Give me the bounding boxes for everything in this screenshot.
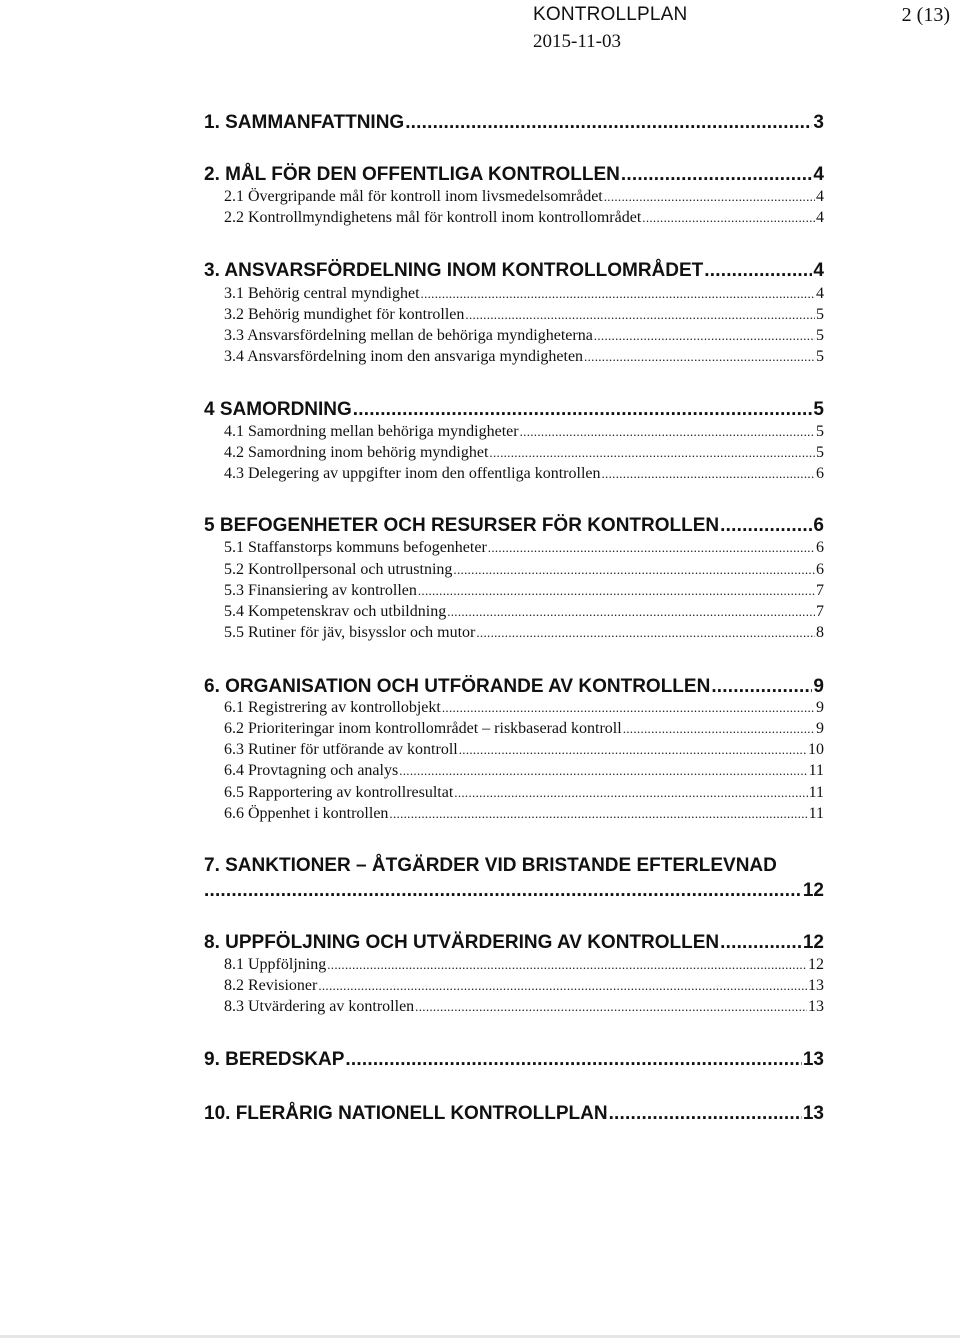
toc-entry-8-2[interactable] <box>224 977 824 995</box>
toc-entry-5-4[interactable] <box>224 603 824 621</box>
toc-entry-label: 3.2 Behörig mundighet för kontrollen <box>224 306 465 323</box>
toc-entry-8[interactable] <box>204 932 824 954</box>
toc-entry-2-1[interactable] <box>224 188 824 206</box>
toc-entry-label: 4.3 Delegering av uppgifter inom den offentliga kontrollen <box>224 465 601 482</box>
toc-entry-page: 5 <box>816 348 824 365</box>
page-number: 2 (13) <box>901 4 950 26</box>
toc-entry-page: 13 <box>802 1049 824 1070</box>
toc-entry-2[interactable] <box>204 164 824 186</box>
toc-entry-label: 6.1 Registrering av kontrollobjekt <box>224 699 441 716</box>
toc-entry-3-1[interactable] <box>224 285 824 303</box>
toc-entry-4-3[interactable] <box>224 465 824 483</box>
toc-entry-page: 3 <box>813 112 824 133</box>
toc-entry-page: 5 <box>816 444 824 461</box>
toc-entry-label: 1. SAMMANFATTNING <box>204 112 405 133</box>
toc-entry-page: 13 <box>808 977 824 994</box>
toc-entry-label: 6.6 Öppenhet i kontrollen <box>224 805 389 822</box>
toc-entry-8-1[interactable] <box>224 956 824 974</box>
toc-entry-label: 3.3 Ansvarsfördelning mellan de behöriga myndigheterna <box>224 327 593 344</box>
toc-entry-page: 4 <box>816 285 824 302</box>
toc-entry-4-2[interactable] <box>224 444 824 462</box>
toc-entry-page: 5 <box>813 399 824 420</box>
toc-entry-label: 6.4 Provtagning och analys <box>224 762 399 779</box>
toc-entry-page: 4 <box>816 188 824 205</box>
toc-entry-8-3[interactable] <box>224 998 824 1016</box>
toc-entry-7[interactable] <box>204 880 824 902</box>
toc-entry-3[interactable] <box>204 260 824 282</box>
toc-entry-page: 5 <box>816 423 824 440</box>
toc-entry-label: 3.4 Ansvarsfördelning inom den ansvariga myndigheten <box>224 348 584 365</box>
toc-entry-page: 5 <box>816 327 824 344</box>
toc-entry-label: 6.5 Rapportering av kontrollresultat <box>224 784 454 801</box>
toc-entry-page: 8 <box>816 624 824 641</box>
toc-entry-6-4[interactable] <box>224 762 824 780</box>
toc-entry-page: 6 <box>816 539 824 556</box>
toc-entry-label: 2.1 Övergripande mål för kontroll inom livsmedelsområdet <box>224 188 603 205</box>
toc-entry-label: 5.2 Kontrollpersonal och utrustning <box>224 561 453 578</box>
toc-entry-page: 4 <box>813 260 824 281</box>
toc-entry-label: 4.2 Samordning inom behörig myndighet <box>224 444 489 461</box>
toc-entry-page: 11 <box>808 805 824 822</box>
document-date: 2015-11-03 <box>533 31 621 52</box>
toc-entry-page: 11 <box>808 784 824 801</box>
toc-entry-5-5[interactable] <box>224 624 824 642</box>
toc-entry-label: 6. ORGANISATION OCH UTFÖRANDE AV KONTROLLEN <box>204 676 711 697</box>
toc-entry-page: 6 <box>813 515 824 536</box>
toc-entry-label: 5.1 Staffanstorps kommuns befogenheter <box>224 539 487 556</box>
toc-entry-4-1[interactable] <box>224 423 824 441</box>
toc-entry-page: 13 <box>802 1103 824 1124</box>
toc-entry-label: 9. BEREDSKAP <box>204 1049 345 1070</box>
toc-entry-6-5[interactable] <box>224 784 824 802</box>
toc-entry-label: 3.1 Behörig central myndighet <box>224 285 420 302</box>
toc-entry-label: 8. UPPFÖLJNING OCH UTVÄRDERING AV KONTROLLEN <box>204 932 720 953</box>
toc-entry-page: 9 <box>816 720 824 737</box>
toc-entry-page: 12 <box>802 880 824 901</box>
toc-entry-7-label[interactable]: 7. SANKTIONER – ÅTGÄRDER VID BRISTANDE EFTERLEVNAD <box>204 855 777 876</box>
toc-entry-3-2[interactable] <box>224 306 824 324</box>
toc-entry-page: 12 <box>802 932 824 953</box>
toc-entry-page: 7 <box>816 582 824 599</box>
toc-entry-page: 5 <box>816 306 824 323</box>
toc-entry-page: 13 <box>808 998 824 1015</box>
toc-entry-3-3[interactable] <box>224 327 824 345</box>
toc-entry-4[interactable] <box>204 399 824 421</box>
toc-entry-9[interactable] <box>204 1049 824 1071</box>
toc-entry-6-1[interactable] <box>224 699 824 717</box>
toc-entry-label: 2.2 Kontrollmyndighetens mål för kontroll inom kontrollområdet <box>224 209 642 226</box>
toc-entry-label: 6.3 Rutiner för utförande av kontroll <box>224 741 458 758</box>
toc-entry-6-2[interactable] <box>224 720 824 738</box>
toc-entry-page: 4 <box>816 209 824 226</box>
toc-entry-page: 7 <box>816 603 824 620</box>
toc-entry-label: 5 BEFOGENHETER OCH RESURSER FÖR KONTROLLEN <box>204 515 720 536</box>
page-bottom-edge <box>0 1335 960 1338</box>
toc-entry-3-4[interactable] <box>224 348 824 366</box>
toc-entry-5-3[interactable] <box>224 582 824 600</box>
toc-entry-label: 3. ANSVARSFÖRDELNING INOM KONTROLLOMRÅDET <box>204 260 704 281</box>
toc-entry-page: 12 <box>808 956 824 973</box>
toc-entry-label: 8.2 Revisioner <box>224 977 318 994</box>
toc-entry-page: 9 <box>816 699 824 716</box>
toc-entry-page: 10 <box>808 741 824 758</box>
toc-entry-5[interactable] <box>204 515 824 537</box>
toc-entry-label: 8.1 Uppföljning <box>224 956 327 973</box>
toc-entry-page: 6 <box>816 465 824 482</box>
toc-entry-page: 4 <box>813 164 824 185</box>
toc-entry-label: 4.1 Samordning mellan behöriga myndigheter <box>224 423 519 440</box>
toc-entry-label: 5.5 Rutiner för jäv, bisysslor och mutor <box>224 624 476 641</box>
toc-entry-1[interactable] <box>204 112 824 134</box>
toc-entry-page: 11 <box>808 762 824 779</box>
toc-entry-page: 9 <box>813 676 824 697</box>
toc-entry-label: 5.4 Kompetenskrav och utbildning <box>224 603 447 620</box>
toc-entry-6-6[interactable] <box>224 805 824 823</box>
toc-entry-label: 6.2 Prioriteringar inom kontrollområdet – riskbaserad kontroll <box>224 720 622 737</box>
toc-entry-page: 6 <box>816 561 824 578</box>
toc-entry-label: 10. FLERÅRIG NATIONELL KONTROLLPLAN <box>204 1103 608 1124</box>
toc-entry-6[interactable] <box>204 676 824 698</box>
toc-entry-label: 4 SAMORDNING <box>204 399 352 420</box>
toc-entry-label: 2. MÅL FÖR DEN OFFENTLIGA KONTROLLEN <box>204 164 620 185</box>
toc-entry-label: 8.3 Utvärdering av kontrollen <box>224 998 415 1015</box>
toc-entry-10[interactable] <box>204 1103 824 1125</box>
toc-entry-5-2[interactable] <box>224 561 824 579</box>
toc-entry-5-1[interactable] <box>224 539 824 557</box>
document-title: KONTROLLPLAN <box>533 4 688 25</box>
toc-entry-label: 5.3 Finansiering av kontrollen <box>224 582 417 599</box>
toc-entry-6-3[interactable] <box>224 741 824 759</box>
toc-entry-2-2[interactable] <box>224 209 824 227</box>
